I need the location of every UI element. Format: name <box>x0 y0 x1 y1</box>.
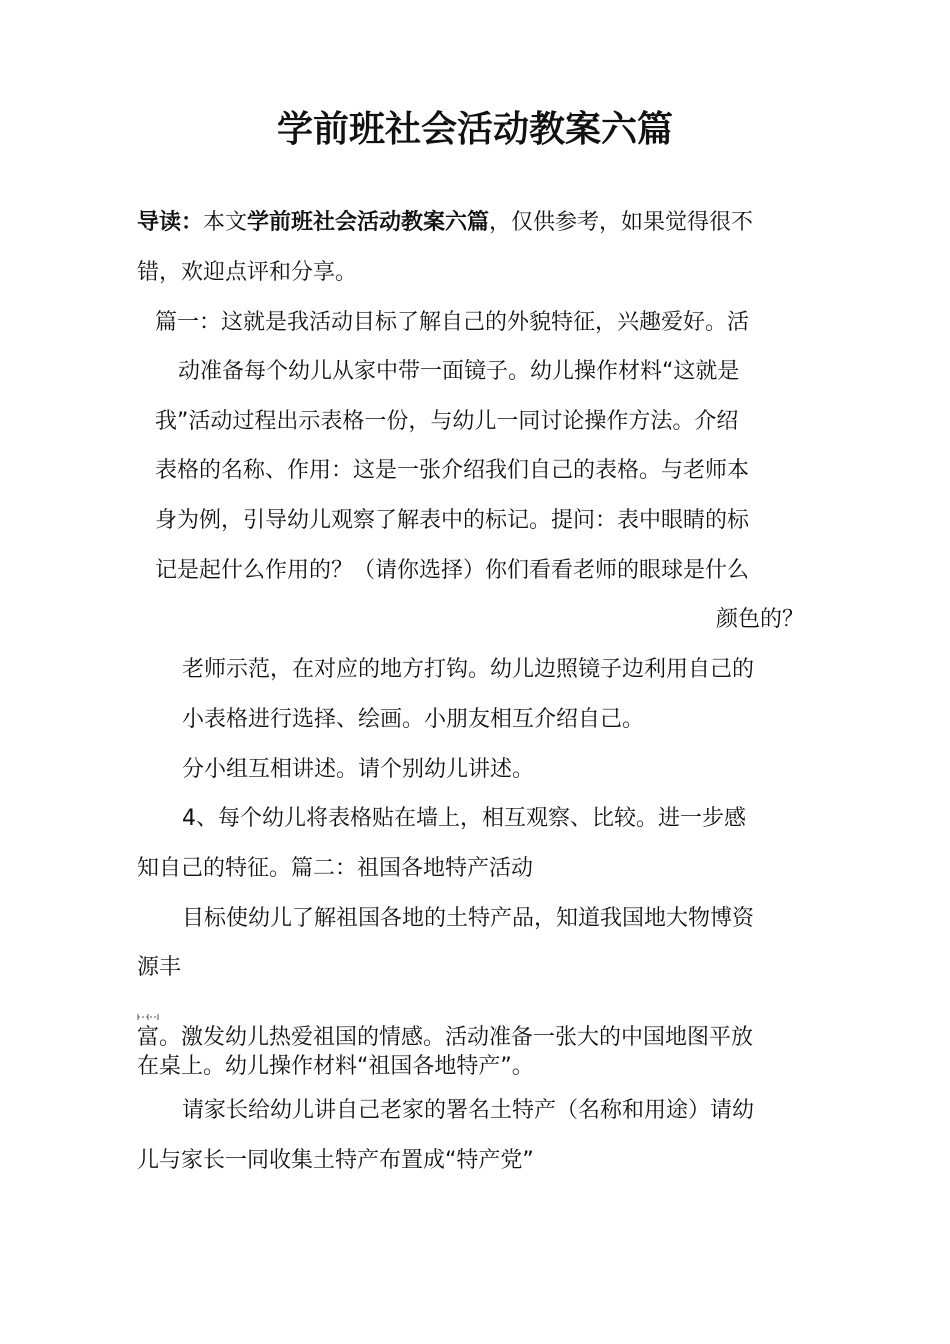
intro-line-1 <box>137 209 753 237</box>
paragraph-line: 颜色的？ <box>716 607 805 632</box>
document-title: 学前班社会活动教案六篇 <box>276 109 673 150</box>
paragraph-line: 请家长给幼儿讲自己老家的署名土特产（名称和用途）请幼 <box>182 1098 755 1123</box>
intro-bold-title: 学前班社会活动教案六篇 <box>247 210 490 235</box>
paragraph-line: 在桌上。幼儿操作材料“祖国各地特产”。 <box>137 1054 534 1079</box>
intro-label: 导读： <box>137 210 204 235</box>
paragraph-line: 知自己的特征。篇二：祖国各地特产活动 <box>137 856 534 881</box>
paragraph-line: 表格的名称、作用：这是一张介绍我们自己的表格。与老师本 <box>155 458 750 483</box>
paragraph-line: 目标使幼儿了解祖国各地的土特产品，知道我国地大物博资 <box>182 906 755 931</box>
paragraph-line: 动准备每个幼儿从家中带一面镜子。幼儿操作材料“这就是 <box>178 359 740 384</box>
page-break-mark <box>137 1013 159 1021</box>
intro-suffix: ，仅供参考，如果觉得很不 <box>489 210 754 235</box>
intro-prefix: 本文 <box>203 210 248 235</box>
paragraph-line: 小表格进行选择、绘画。小朋友相互介绍自己。 <box>182 707 645 732</box>
paragraph-line: 身为例，引导幼儿观察了解表中的标记。提问：表中眼睛的标 <box>155 508 750 533</box>
paragraph-line: 分小组互相讲述。请个别幼儿讲述。 <box>182 757 535 782</box>
paragraph-line: 源丰 <box>137 955 182 980</box>
paragraph-line: 4、每个幼儿将表格贴在墙上，相互观察、比较。进一步感 <box>182 806 746 831</box>
paragraph-line: 篇一：这就是我活动目标了解自己的外貌特征，兴趣爱好。活 <box>155 310 750 335</box>
paragraph-line: 记是起什么作用的？（请你选择）你们看看老师的眼球是什么 <box>155 558 750 583</box>
paragraph-line: 儿与家长一同收集土特产布置成“特产党” <box>137 1148 534 1173</box>
paragraph-line: 我”活动过程出示表格一份，与幼儿一同讨论操作方法。介绍 <box>155 409 739 434</box>
paragraph-line: 老师示范，在对应的地方打钩。幼儿边照镜子边利用自己的 <box>182 657 755 682</box>
paragraph-line: 富。激发幼儿热爱祖国的情感。活动准备一张大的中国地图平放 <box>137 1025 754 1050</box>
intro-line-2: 错，欢迎点评和分享。 <box>137 260 358 285</box>
